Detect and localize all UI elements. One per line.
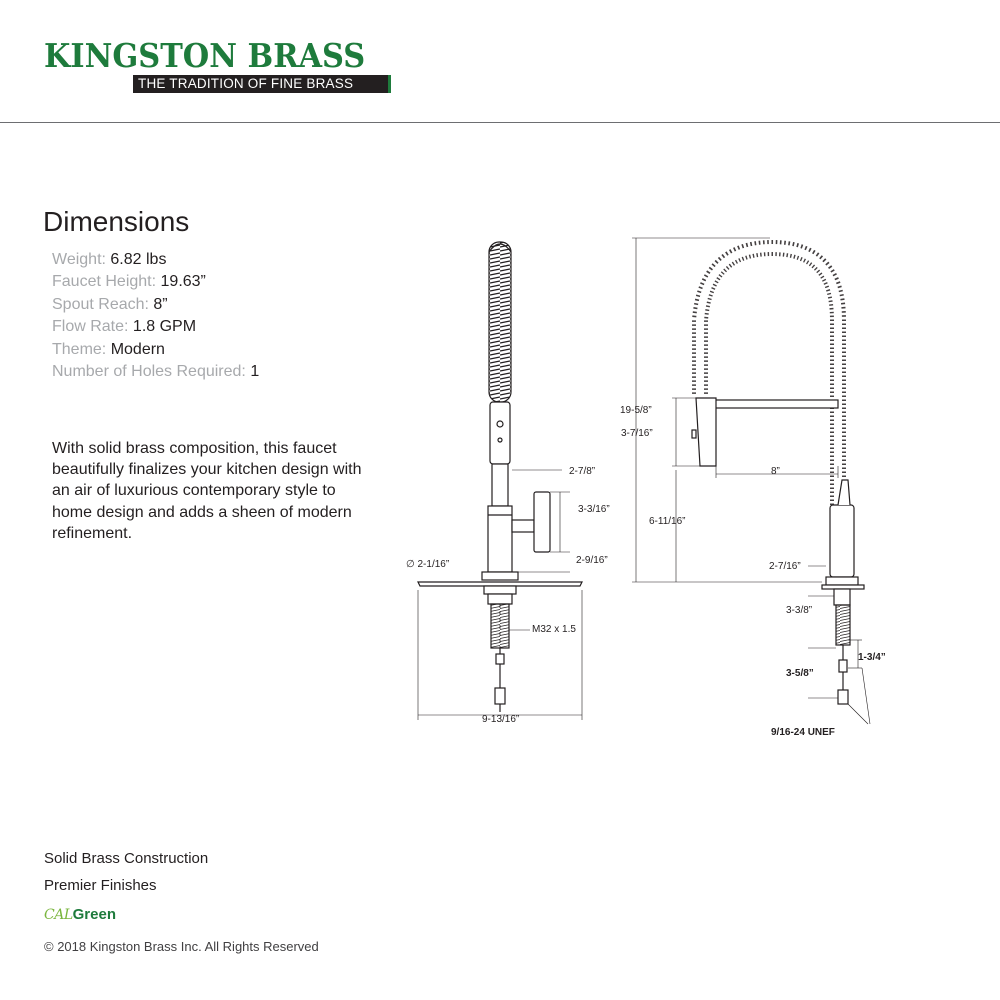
dim-front-base-height: 2-9/16”: [576, 555, 608, 566]
spec-label: Theme:: [52, 340, 107, 358]
feature-solid-brass: Solid Brass Construction: [44, 850, 209, 867]
dim-side-base-diameter: 2-7/16”: [769, 561, 801, 572]
dim-side-hose-connector: 1-3/4”: [858, 652, 886, 663]
dim-side-spout-reach: 8”: [771, 466, 780, 477]
dim-side-sprayer-length: 3-7/16”: [621, 428, 653, 439]
spec-label: Faucet Height:: [52, 273, 157, 291]
brand-tagline: THE TRADITION OF FINE BRASS: [133, 75, 388, 93]
front-view-drawing: [418, 242, 582, 712]
dim-side-shank-length: 3-3/8”: [786, 605, 813, 616]
spec-value: 6.82 lbs: [110, 251, 167, 268]
dim-front-spout-width: 2-7/8”: [569, 466, 596, 477]
dim-front-base-diameter: ∅ 2-1/16”: [406, 559, 450, 570]
dim-side-total-height: 19-5/8”: [620, 405, 652, 416]
calgreen-cal: CAL: [44, 907, 73, 923]
spec-value: 19.63”: [160, 273, 206, 291]
copyright-notice: © 2018 Kingston Brass Inc. All Rights Reserved: [44, 939, 319, 954]
spec-label: Weight:: [52, 251, 106, 268]
spec-value: Modern: [110, 340, 165, 358]
dim-front-handle-height: 3-3/16”: [578, 504, 610, 515]
dim-side-spout-clearance: 6-11/16”: [649, 516, 686, 527]
spec-label: Spout Reach:: [52, 295, 149, 313]
dim-side-supply-thread: 9/16-24 UNEF: [771, 727, 835, 738]
dim-front-deck-plate-width: 9-13/16”: [482, 714, 520, 725]
brand-logo-name: KINGSTON BRASS: [44, 36, 366, 75]
dim-side-supply-length: 3-5/8”: [786, 668, 814, 679]
calgreen-green: Green: [72, 906, 116, 923]
spec-value: 8”: [153, 295, 168, 313]
dim-front-thread: M32 x 1.5: [532, 624, 576, 635]
dimensions-heading: Dimensions: [43, 206, 190, 237]
spec-value: 1: [250, 363, 260, 381]
product-description: With solid brass composition, this faucet beautifully finalizes your kitchen design with an air of luxurious contemporary style to home design and adds a sheen of modern refinement.: [52, 440, 362, 542]
spec-label: Number of Holes Required:: [52, 363, 246, 381]
spec-label: Flow Rate:: [52, 318, 129, 336]
feature-premier-finishes: Premier Finishes: [44, 877, 157, 894]
calgreen-logo: [44, 906, 116, 923]
spec-value: 1.8 GPM: [132, 318, 197, 336]
